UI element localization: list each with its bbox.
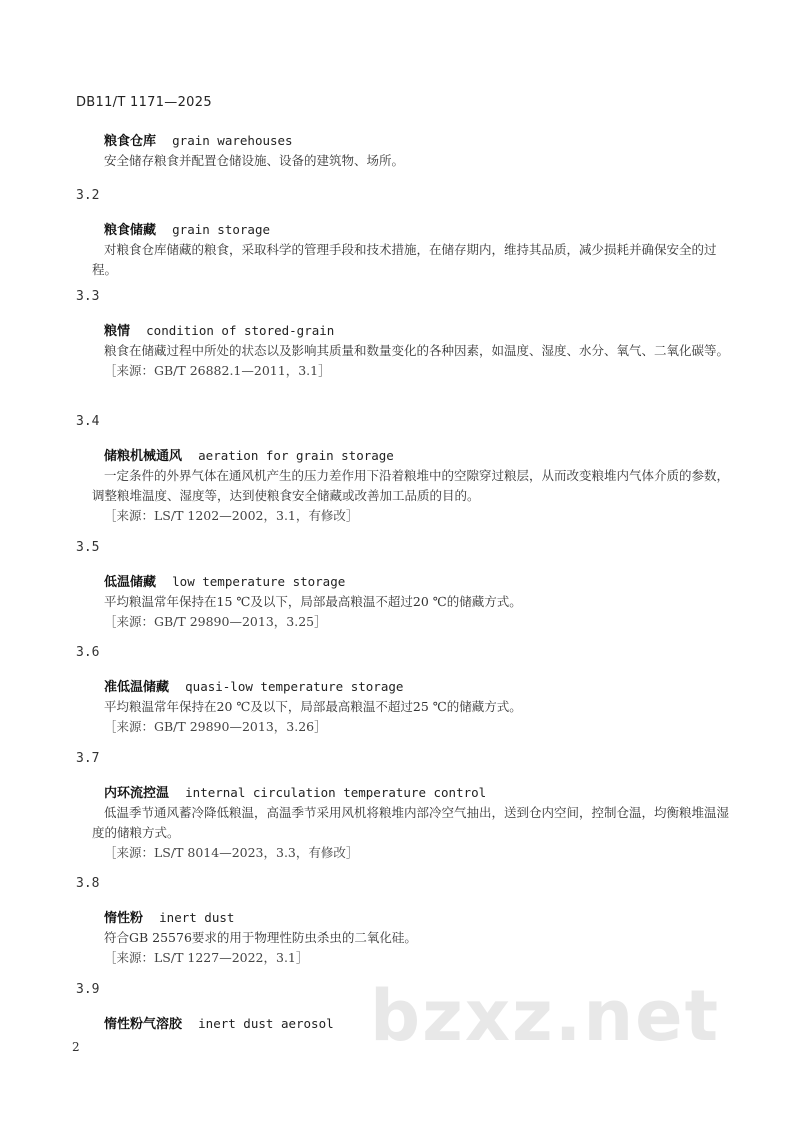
term-zh: 粮食储藏 [104,223,157,238]
term-source: ［来源：LS/T 1202—2002，3.1，有修改］ [104,508,359,523]
watermark: bzxz.net [370,975,721,1057]
term-zh: 粮情 [104,324,131,339]
entry-number: 3.3 [76,289,100,304]
term-entry [76,538,736,632]
term-en: aeration for grain storage [198,448,394,463]
term-title [104,321,736,341]
entry-number: 3.4 [76,414,100,429]
term-definition: 低温季节通风蓄冷降低粮温，高温季节采用风机将粮堆内部冷空气抽出，送到仓内空间，控制仓温，均衡粮堆温湿度的储粮方式。 [92,805,730,840]
entry-number: 3.8 [76,876,100,891]
term-title [104,131,736,151]
term-en: inert dust [159,910,235,925]
term-definition: 一定条件的外界气体在通风机产生的压力差作用下沿着粮堆中的空隙穿过粮层，从而改变粮堆内气体介质的参数，调整粮堆温度、湿度等，达到使粮食安全储藏或改善加工品质的目的。 [92,468,730,503]
term-entry [76,874,736,968]
term-en: low temperature storage [172,574,346,589]
term-zh: 低温储藏 [104,575,157,590]
term-entry [76,186,736,280]
term-title [104,220,736,240]
term-en: quasi-low temperature storage [185,679,404,694]
term-title [104,783,736,803]
term-definition: 平均粮温常年保持在20 ℃及以下，局部最高粮温不超过25 ℃的储藏方式。 [104,699,522,714]
term-zh: 粮食仓库 [104,134,157,149]
term-en: inert dust aerosol [198,1016,334,1031]
term-zh: 准低温储藏 [104,680,170,695]
term-source: ［来源：GB/T 29890—2013，3.25］ [104,614,327,629]
term-entry [76,643,736,737]
term-source: ［来源：GB/T 26882.1—2011，3.1］ [104,363,331,378]
term-title [104,446,736,466]
term-definition: 安全储存粮食并配置仓储设施、设备的建筑物、场所。 [104,153,405,168]
page-number: 2 [72,1040,80,1054]
term-definition: 平均粮温常年保持在15 ℃及以下，局部最高粮温不超过20 ℃的储藏方式。 [104,594,522,609]
term-source: ［来源：GB/T 29890—2013，3.26］ [104,719,327,734]
term-source: ［来源：LS/T 8014—2023，3.3，有修改］ [104,845,359,860]
entry-number: 3.9 [76,982,100,997]
term-entry [76,131,736,171]
term-en: condition of stored-grain [146,323,335,338]
standard-code: DB11/T 1171—2025 [76,95,212,110]
term-en: internal circulation temperature control [185,785,487,800]
entry-number: 3.6 [76,645,100,660]
entry-number: 3.7 [76,751,100,766]
term-definition: 对粮食仓库储藏的粮食，采取科学的管理手段和技术措施，在储存期内，维持其品质，减少损耗并确保安全的过程。 [92,242,717,277]
term-zh: 内环流控温 [104,786,170,801]
term-en: grain warehouses [172,133,293,148]
term-title [104,572,736,592]
term-en: grain storage [172,222,270,237]
term-entry [76,412,736,526]
term-entry [76,749,736,863]
term-definition: 粮食在储藏过程中所处的状态以及影响其质量和数量变化的各种因素，如温度、湿度、水分、氧气、二氧化碳等。 [104,343,730,358]
entry-number: 3.2 [76,188,100,203]
term-zh: 惰性粉 [104,911,144,926]
term-title [104,677,736,697]
entry-number: 3.5 [76,540,100,555]
term-entry [76,287,736,381]
term-zh: 惰性粉气溶胶 [104,1017,183,1032]
term-definition: 符合GB 25576要求的用于物理性防虫杀虫的二氧化硅。 [104,930,417,945]
term-source: ［来源：LS/T 1227—2022，3.1］ [104,950,309,965]
term-title [104,908,736,928]
term-zh: 储粮机械通风 [104,449,183,464]
